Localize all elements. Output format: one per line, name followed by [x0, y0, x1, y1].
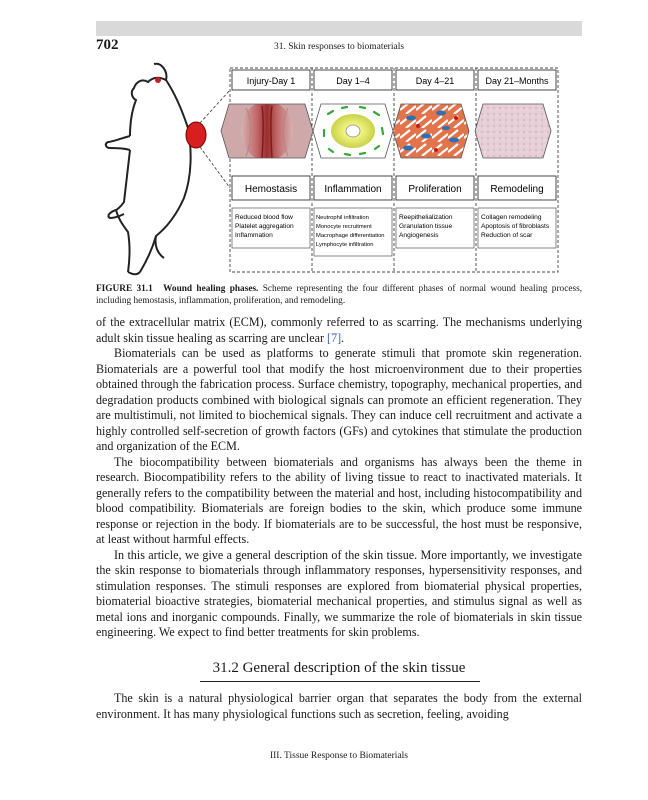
timeframe-label: Day 21–Months [485, 76, 549, 86]
section-rule [200, 681, 480, 682]
phase-detail: Reduction of scar [481, 232, 533, 239]
citation-link[interactable]: [7] [327, 330, 342, 345]
pointer-line-bottom [200, 147, 230, 188]
wound-healing-figure [96, 58, 582, 283]
caption-title: Wound healing phases. [163, 284, 259, 294]
phase-detail: Macrophage differentiation [316, 233, 385, 239]
timeframe-label: Day 4–21 [415, 76, 455, 86]
phase-detail: Lymphocyte infiltration [316, 242, 374, 248]
timeframe-label: Injury-Day 1 [246, 76, 296, 86]
running-head: 31. Skin responses to biomaterials [273, 42, 405, 52]
section-body [96, 691, 582, 722]
remodeling-image [475, 104, 551, 158]
body-text [96, 315, 582, 641]
header-bar [96, 21, 582, 36]
hemostasis-image [221, 101, 313, 161]
paragraph: Biomaterials can be used as platforms to generate stimuli that promote skin regeneration. Biomaterials are a powerful tool that modify the host microenvironment due to their properties obtained through the fabrication process. Surface chemistry, topography, mechanical properties, and degradation products combined with biological signals can promote an efficient regeneration. They are multistimuli, not limited to biochemical signals. They can induce cell recruitment and activate a highly controlled self-secretion of growth factors (GFs) and cytokines that stimulate the production and organization of the ECM. [96, 346, 582, 453]
phase-detail: Granulation tissue [399, 223, 453, 230]
inflammation-image [313, 104, 393, 158]
phase-detail: Monocyte recruitment [316, 224, 372, 230]
page-footer: III. Tissue Response to Biomaterials [269, 751, 408, 761]
phase-name: Remodeling [490, 184, 544, 195]
section-heading: 31.2 General description of the skin tissue [212, 660, 466, 676]
wound-spot [186, 122, 206, 148]
caption-text: Scheme representing the four different phases of normal wound healing process, including hemostasis, inflammation, proliferation, and remodeling. [96, 284, 583, 306]
page-number: 702 [96, 37, 119, 53]
phase-detail: Collagen remodeling [481, 214, 542, 221]
phase-name: Inflammation [324, 184, 382, 195]
paragraph: The biocompatibility between biomaterials and organisms has always been the theme in research. Biocompatibility refers to the ability of living tissue to react to inactivated materials. It generally refers to the compatibility between the material and host, including histocompatibility and blood compatibility. Biomaterials are foreign bodies to the skin, which produce some immune response or rejection in the body. If biomaterials are to be successful, the host must be responsive, at least without harmful effects. [96, 454, 582, 546]
figure-caption [96, 283, 582, 307]
paragraph-text: of the extracellular matrix (ECM), commonly referred to as scarring. The mechanisms underlying adult skin tissue healing as scarring are unclear [96, 315, 582, 345]
mouse-eye [155, 77, 161, 83]
timeframe-label: Day 1–4 [336, 76, 370, 86]
phase-name: Hemostasis [244, 184, 298, 195]
mouse-illustration [106, 64, 191, 275]
phase-detail: Reduced blood flow [235, 214, 293, 221]
proliferation-image [393, 104, 469, 158]
paragraph-text: . [341, 330, 345, 345]
phase-detail: Reepithelialization [399, 214, 453, 221]
phase-name: Proliferation [408, 184, 462, 195]
caption-label: FIGURE 31.1 [96, 284, 153, 294]
phase-detail: Neutrophil infiltration [316, 215, 369, 221]
phase-detail: Platelet aggregation [235, 223, 294, 230]
phase-detail: Apoptosis of fibroblasts [481, 223, 550, 230]
phase-detail: Angiogenesis [399, 232, 439, 239]
paragraph: In this article, we give a general description of the skin tissue. More importantly, we investigate the skin response to biomaterials through inflammatory responses, hypersensitivity responses, and stimulation responses. The stimuli responses are explored from biomaterial physical properties, biomaterial bioactive strategies, biomaterial mechanical properties, and stimulus signal as well as metal ions and inorganic compounds. Finally, we summarize the role of biomaterials in skin tissue engineering. We expect to find better treatments for skin problems. [96, 547, 582, 639]
paragraph [96, 315, 582, 346]
paragraph: The skin is a natural physiological barrier organ that separates the body from the external environment. It has many physiological functions such as secretion, feeling, avoiding [96, 691, 582, 721]
phase-detail: Inflammation [235, 232, 273, 239]
